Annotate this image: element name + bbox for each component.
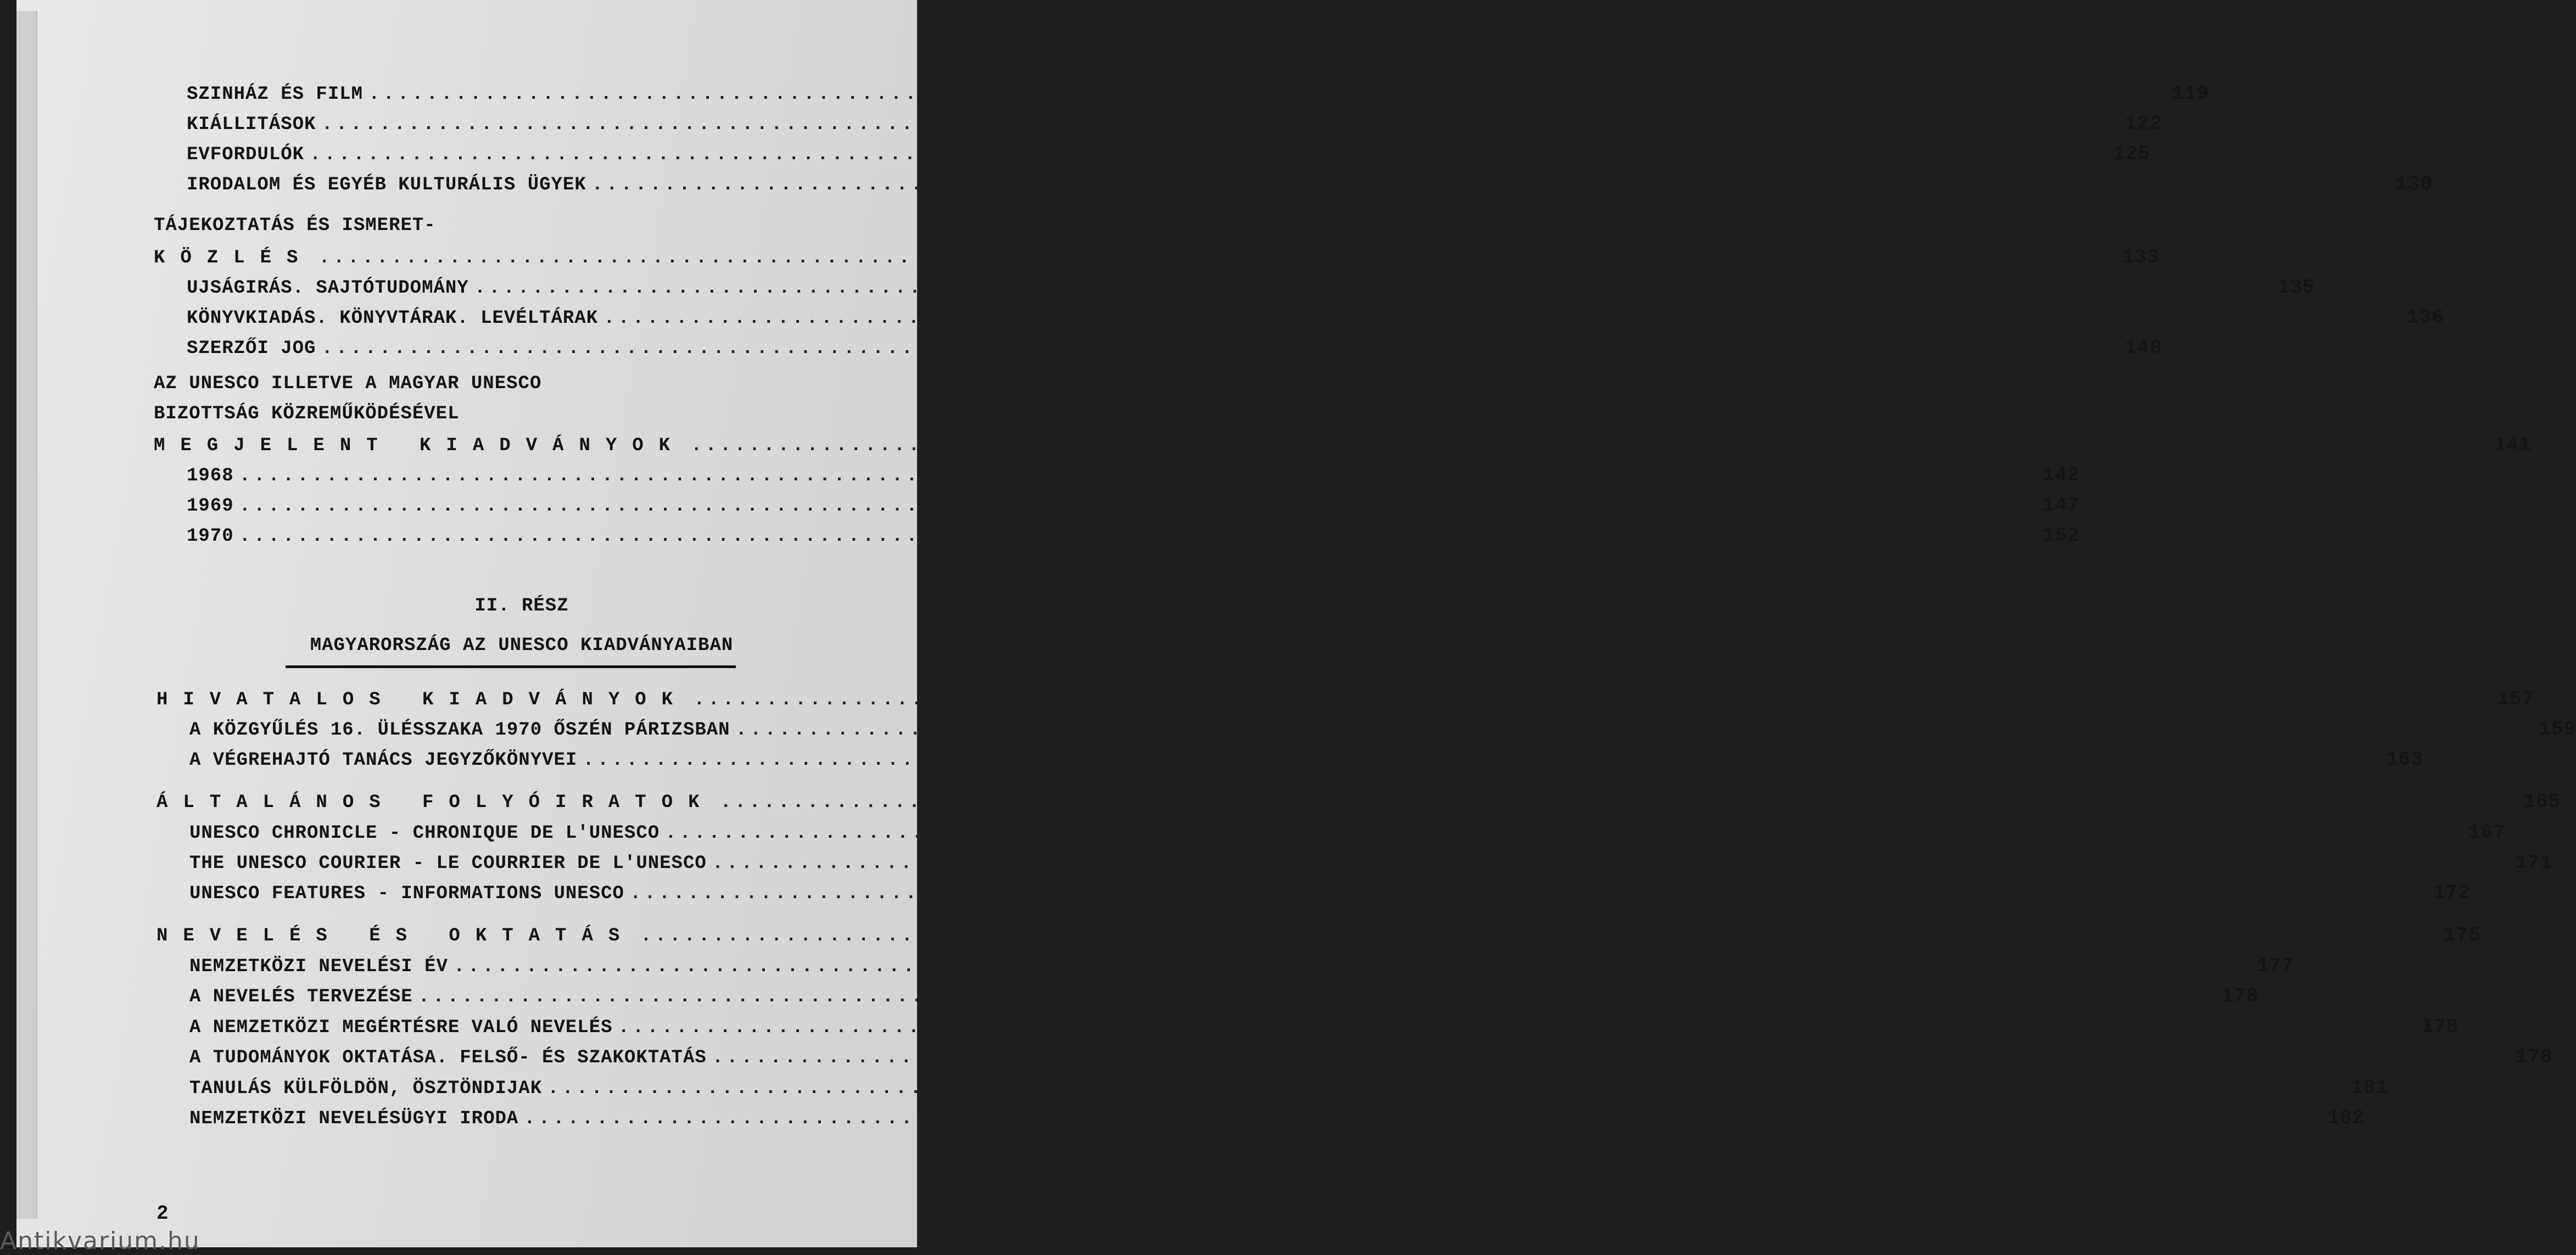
toc-entry-label: 1968 — [187, 466, 234, 486]
toc-entry-label: KÖNYVKIADÁS. KÖNYVTÁRAK. LEVÉLTÁRAK — [187, 308, 599, 329]
toc-entry-page: 130 — [2395, 173, 2433, 195]
toc-entry-page: 167 — [2468, 821, 2506, 844]
toc-entry-label: THE UNESCO COURIER - LE COURRIER DE L'UNESCO — [189, 853, 707, 874]
leader-dots: ............................................................................................................................ — [474, 278, 2272, 299]
leader-dots: ............................................................................................................................ — [720, 792, 2518, 813]
part-title: II. RÉSZ — [474, 596, 569, 617]
toc-entry-page: 142 — [2042, 464, 2080, 486]
leader-dots: ............................................................................................................................ — [629, 883, 2428, 904]
section-page: 175 — [2444, 924, 2482, 946]
section-page: 133 — [2122, 246, 2160, 268]
section-heading-label: HIVATALOS KIADVÁNYOK — [157, 690, 689, 710]
toc-entry — [187, 143, 2150, 165]
toc-entry-label: A NEVELÉS TERVEZÉSE — [189, 987, 413, 1007]
section-heading-label: MEGJELENT KIADVÁNYOK — [154, 435, 686, 456]
leader-dots: ............................................................................................................................ — [310, 144, 2108, 165]
section-page: 141 — [2494, 434, 2532, 456]
toc-entry-page: 163 — [2386, 748, 2424, 771]
toc-entry-label: EVFORDULÓK — [187, 144, 305, 165]
toc-entry — [189, 1107, 2365, 1129]
leader-dots: ............................................................................................................................ — [239, 496, 2037, 517]
toc-entry-label: TANULÁS KÜLFÖLDÖN, ÖSZTÖNDIJAK — [189, 1078, 543, 1099]
toc-entry-page: 171 — [2515, 851, 2553, 874]
toc-entry — [187, 464, 2080, 486]
section-heading: AZ UNESCO ILLETVE A MAGYAR UNESCO — [154, 373, 542, 394]
section-heading-line — [157, 688, 2534, 710]
toc-entry-label: NEMZETKÖZI NEVELÉSÜGYI IRODA — [189, 1108, 519, 1129]
toc-entry — [187, 306, 2444, 329]
toc-entry-page: 172 — [2433, 882, 2471, 904]
leader-dots: ............................................................................................................................ — [318, 248, 2117, 268]
section-heading-line — [157, 791, 2561, 813]
toc-entry — [189, 882, 2471, 904]
section-heading-line — [154, 246, 2160, 268]
toc-entry — [187, 82, 2209, 105]
toc-entry — [189, 748, 2424, 771]
toc-entry — [189, 1016, 2459, 1038]
leader-dots: ............................................................................................................................ — [418, 987, 2216, 1007]
document-page — [16, 0, 2576, 1247]
toc-entry-label: A TUDOMÁNYOK OKTATÁSA. FELSŐ- ÉS SZAKOKTATÁS — [189, 1047, 707, 1068]
toc-entry-page: 178 — [2221, 985, 2259, 1007]
toc-entry-page: 136 — [2407, 306, 2444, 329]
toc-entry-page: 177 — [2256, 955, 2294, 977]
toc-entry — [189, 1077, 2388, 1099]
toc-entry — [187, 113, 2163, 135]
subtitle-underline — [286, 665, 736, 668]
leader-dots: ............................................................................................................................ — [665, 823, 2463, 844]
leader-dots: ............................................................................................................................ — [712, 853, 2510, 874]
toc-entry-label: UNESCO FEATURES - INFORMATIONS UNESCO — [189, 883, 624, 904]
toc-entry-label: 1969 — [187, 496, 234, 517]
toc-entry-page: 178 — [2515, 1046, 2553, 1068]
toc-entry-page: 140 — [2125, 337, 2163, 359]
toc-entry — [187, 494, 2080, 517]
leader-dots: ............................................................................................................................ — [547, 1078, 2346, 1099]
leader-dots: ............................................................................................................................ — [368, 84, 2167, 105]
section-heading: TÁJEKOZTATÁS ÉS ISMERET- — [154, 215, 436, 236]
toc-entry-page: 152 — [2042, 524, 2080, 547]
section-page: 165 — [2523, 791, 2561, 813]
toc-entry — [189, 955, 2294, 977]
leader-dots: ............................................................................................................................ — [735, 720, 2534, 741]
section-heading-line — [157, 924, 2482, 946]
toc-entry-page: 181 — [2351, 1077, 2388, 1099]
page-edge — [16, 11, 37, 1219]
leader-dots: ............................................................................................................................ — [640, 926, 2439, 946]
leader-dots: ............................................................................................................................ — [239, 526, 2037, 547]
leader-dots: ............................................................................................................................ — [524, 1108, 2322, 1129]
toc-entry — [189, 1046, 2553, 1068]
leader-dots: ............................................................................................................................ — [583, 750, 2381, 771]
toc-entry-page: 178 — [2421, 1016, 2459, 1038]
leader-dots: ............................................................................................................................ — [694, 690, 2492, 710]
toc-entry-page: 147 — [2042, 494, 2080, 517]
toc-entry-label: SZINHÁZ ÉS FILM — [187, 84, 364, 105]
leader-dots: ............................................................................................................................ — [691, 435, 2489, 456]
toc-entry-page: 122 — [2125, 113, 2163, 135]
toc-entry-page: 159 — [2539, 718, 2576, 741]
leader-dots: ............................................................................................................................ — [591, 175, 2390, 195]
toc-entry-page: 182 — [2327, 1107, 2365, 1129]
toc-entry-page: 135 — [2277, 276, 2315, 299]
section-heading-label: NEVELÉS ÉS OKTATÁS — [157, 926, 635, 946]
toc-entry-page: 119 — [2172, 82, 2209, 105]
section-page: 157 — [2497, 688, 2534, 710]
toc-entry-label: NEMZETKÖZI NEVELÉSI ÉV — [189, 956, 448, 977]
toc-entry-label: 1970 — [187, 526, 234, 547]
toc-entry — [189, 821, 2506, 844]
leader-dots: ............................................................................................................................ — [239, 466, 2037, 486]
toc-entry — [187, 524, 2080, 547]
toc-entry-label: A KÖZGYŰLÉS 16. ÜLÉSSZAKA 1970 ŐSZÉN PÁRIZSBAN — [189, 720, 730, 741]
section-heading: BIZOTTSÁG KÖZREMŰKÖDÉSÉVEL — [154, 404, 460, 424]
toc-entry — [189, 985, 2259, 1007]
leader-dots: ............................................................................................................................ — [604, 308, 2402, 329]
toc-entry — [187, 276, 2315, 299]
toc-entry-page: 125 — [2113, 143, 2150, 165]
leader-dots: ............................................................................................................................ — [321, 114, 2120, 135]
watermark: Antikvarium.hu — [0, 1227, 200, 1255]
toc-entry-label: IRODALOM ÉS EGYÉB KULTURÁLIS ÜGYEK — [187, 175, 586, 195]
toc-entry-label: UJSÁGIRÁS. SAJTÓTUDOMÁNY — [187, 278, 469, 299]
section-heading-label: ÁLTALÁNOS FOLYÓIRATOK — [157, 792, 715, 813]
toc-entry — [189, 718, 2576, 741]
toc-entry — [189, 851, 2553, 874]
toc-entry-label: A NEMZETKÖZI MEGÉRTÉSRE VALÓ NEVELÉS — [189, 1017, 613, 1038]
toc-entry-label: A VÉGREHAJTÓ TANÁCS JEGYZŐKÖNYVEI — [189, 750, 578, 771]
leader-dots: ............................................................................................................................ — [712, 1047, 2510, 1068]
section-heading-line — [154, 434, 2532, 456]
toc-entry — [187, 173, 2433, 195]
toc-entry-label: KIÁLLITÁSOK — [187, 114, 316, 135]
toc-entry-label: UNESCO CHRONICLE - CHRONIQUE DE L'UNESCO — [189, 823, 660, 844]
leader-dots: ............................................................................................................................ — [618, 1017, 2416, 1038]
toc-entry — [187, 337, 2163, 359]
leader-dots: ............................................................................................................................ — [453, 956, 2251, 977]
leader-dots: ............................................................................................................................ — [321, 338, 2120, 359]
part-subtitle: MAGYARORSZÁG AZ UNESCO KIADVÁNYAIBAN — [310, 635, 734, 656]
page-number: 2 — [157, 1202, 169, 1225]
section-heading-label: KÖZLÉS — [154, 248, 314, 268]
toc-entry-label: SZERZŐI JOG — [187, 338, 316, 359]
